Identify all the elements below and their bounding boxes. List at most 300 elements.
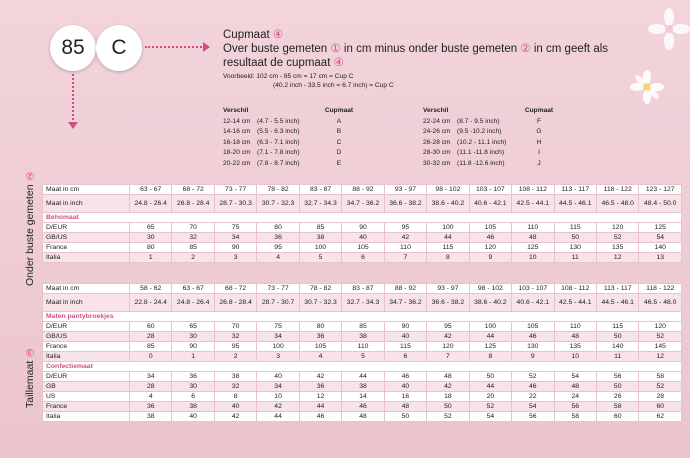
size-cell: 34 (214, 233, 256, 243)
size-cell: 108 - 112 (512, 185, 554, 195)
range-inch: (6.3 - 7.1 inch) (257, 138, 300, 146)
size-cell: 100 (469, 322, 511, 332)
panty-size-table (42, 283, 682, 422)
cup-letter: C (336, 138, 342, 146)
size-cell: 46 (384, 372, 426, 382)
size-badge (50, 25, 96, 71)
size-cell: 48 (384, 402, 426, 412)
size-cell: 38 (172, 402, 214, 412)
size-cell: 120 (596, 223, 638, 233)
section-header: Behomaat (43, 213, 682, 223)
size-cell: 26 (596, 392, 638, 402)
cup-value: C (111, 36, 127, 59)
column-header: Verschil (423, 107, 449, 114)
size-cell: 40.6 - 42.1 (469, 195, 511, 213)
size-cell: 40 (384, 382, 426, 392)
size-cell: 46 (512, 382, 554, 392)
size-cell: 135 (596, 243, 638, 253)
size-cell: 120 (427, 342, 469, 352)
size-cell: 44.5 - 46.1 (596, 294, 638, 312)
size-cell: 8 (469, 352, 511, 362)
spacer-cell (457, 106, 519, 117)
size-cell: 40 (172, 412, 214, 422)
size-cell: 10 (554, 352, 596, 362)
table-row (43, 294, 682, 312)
size-cell: 130 (512, 342, 554, 352)
arrow-right-icon (203, 42, 210, 52)
size-cell: 52 (639, 382, 682, 392)
size-cell: 85 (299, 223, 341, 233)
table-row (43, 342, 682, 352)
range-inch: (10.2 - 11.1 inch) (457, 138, 507, 146)
column-header: Cupmaat (524, 107, 554, 114)
size-cell: 28.7 - 30.3 (214, 195, 256, 213)
size-cell: 30 (172, 332, 214, 342)
table-row (43, 253, 682, 263)
size-cell: 28 (130, 382, 172, 392)
size-cell: 73 - 77 (257, 284, 299, 294)
size-cell: 32.7 - 34.3 (342, 294, 384, 312)
size-cell: 100 (299, 243, 341, 253)
table-row (423, 127, 559, 138)
size-cell: 36 (172, 372, 214, 382)
size-cell: 54 (512, 402, 554, 412)
size-cell: 56 (554, 402, 596, 412)
size-cell: 52 (639, 332, 682, 342)
size-cell: 105 (299, 342, 341, 352)
size-cell: 125 (639, 223, 682, 233)
cup-letter: E (336, 159, 342, 167)
cup-letter: F (536, 117, 542, 125)
range-cm: 24-26 cm (423, 128, 451, 136)
range-cm: 30-32 cm (423, 159, 451, 167)
size-cell: 4 (257, 253, 299, 263)
size-cell: 115 (596, 322, 638, 332)
size-cell: 54 (469, 412, 511, 422)
size-cell: 103 - 107 (512, 284, 554, 294)
range-inch: (5.5 - 6.3 inch) (257, 128, 300, 136)
cup-explanation (223, 28, 643, 90)
size-cell: 110 (384, 243, 426, 253)
size-cell: 75 (214, 223, 256, 233)
size-cell: 48.4 - 50.0 (639, 195, 682, 213)
size-cell: 32 (214, 382, 256, 392)
size-cell: 115 (427, 243, 469, 253)
size-cell: 83 - 87 (299, 185, 341, 195)
row-label: US (43, 392, 130, 402)
table-row (423, 159, 559, 170)
size-cell: 42 (384, 233, 426, 243)
range-cm: 18-20 cm (223, 149, 251, 157)
size-cell: 93 - 97 (384, 185, 426, 195)
size-cell: 38.6 - 40.2 (469, 294, 511, 312)
size-cell: 42.5 - 44.1 (512, 195, 554, 213)
size-cell: 4 (130, 392, 172, 402)
size-cell: 26.8 - 28.4 (172, 195, 214, 213)
size-cell: 32.7 - 34.3 (299, 195, 341, 213)
size-cell: 85 (342, 322, 384, 332)
size-cell: 56 (596, 372, 638, 382)
size-cell: 44 (299, 402, 341, 412)
size-cell: 58 (639, 372, 682, 382)
arrow-down-icon (68, 122, 78, 129)
size-cell: 42 (427, 382, 469, 392)
range-inch: (7.1 - 7.8 inch) (257, 149, 300, 157)
size-cell: 3 (257, 352, 299, 362)
cup-letter: H (536, 138, 542, 146)
size-cell: 113 - 117 (596, 284, 638, 294)
dotted-line (72, 74, 74, 124)
size-cell: 93 - 97 (427, 284, 469, 294)
table-row (223, 127, 359, 138)
size-cell: 40 (342, 233, 384, 243)
size-cell: 0 (130, 352, 172, 362)
size-cell: 100 (257, 342, 299, 352)
number-marker: ④ (333, 57, 344, 69)
size-cell: 88 - 92 (384, 284, 426, 294)
size-cell: 50 (469, 372, 511, 382)
size-cell: 48 (554, 332, 596, 342)
cup-title: Cupmaat ④ (223, 29, 284, 41)
size-cell: 58 (596, 402, 638, 412)
range-cm: 28-30 cm (423, 149, 451, 157)
size-cell: 34 (130, 372, 172, 382)
size-cell: 50 (596, 382, 638, 392)
size-cell: 85 (172, 243, 214, 253)
range-cm: 26-28 cm (423, 138, 451, 146)
table-row (43, 382, 682, 392)
size-cell: 36 (299, 332, 341, 342)
table-row (43, 233, 682, 243)
size-cell: 12 (639, 352, 682, 362)
size-cell: 34 (257, 382, 299, 392)
size-cell: 85 (130, 342, 172, 352)
size-cell: 98 - 102 (427, 185, 469, 195)
size-cell: 7 (427, 352, 469, 362)
size-cell: 63 - 67 (130, 185, 172, 195)
table-row (43, 284, 682, 294)
table-row (43, 412, 682, 422)
range-inch: (8.7 - 9.5 inch) (457, 117, 500, 125)
size-cell: 130 (554, 243, 596, 253)
size-cell: 118 - 122 (639, 284, 682, 294)
cup-badge (96, 25, 142, 71)
size-cell: 125 (469, 342, 511, 352)
size-cell: 65 (130, 223, 172, 233)
row-label: GB (43, 382, 130, 392)
size-cell: 2 (172, 253, 214, 263)
size-cell: 4 (299, 352, 341, 362)
size-cell: 18 (427, 392, 469, 402)
size-cell: 40 (214, 402, 256, 412)
flower-icon (648, 8, 690, 50)
size-cell: 73 - 77 (214, 185, 256, 195)
table-row (43, 322, 682, 332)
size-cell: 90 (172, 342, 214, 352)
size-cell: 13 (639, 253, 682, 263)
table-row (43, 223, 682, 233)
size-cell: 95 (257, 243, 299, 253)
size-cell: 32 (172, 233, 214, 243)
size-cell: 80 (299, 322, 341, 332)
size-cell: 1 (130, 253, 172, 263)
range-cm: 20-22 cm (223, 159, 251, 167)
size-cell: 95 (214, 342, 256, 352)
size-cell: 42.5 - 44.1 (554, 294, 596, 312)
size-cell: 46.5 - 48.0 (639, 294, 682, 312)
table-row (43, 185, 682, 195)
row-label: Maat in inch (43, 195, 130, 213)
size-cell: 12 (596, 253, 638, 263)
size-cell: 5 (299, 253, 341, 263)
size-cell: 14 (342, 392, 384, 402)
table-row (423, 138, 559, 149)
size-cell: 103 - 107 (469, 185, 511, 195)
range-inch: (11.1 -11.8 inch) (457, 149, 505, 157)
size-cell: 98 - 102 (469, 284, 511, 294)
size-cell: 2 (214, 352, 256, 362)
size-cell: 46 (469, 233, 511, 243)
size-cell: 118 - 122 (596, 185, 638, 195)
cup-letter: J (537, 159, 541, 167)
table-row (43, 392, 682, 402)
size-cell: 48 (512, 233, 554, 243)
range-cm: 14-16 cm (223, 128, 251, 136)
row-label: Italia (43, 412, 130, 422)
size-cell: 123 - 127 (639, 185, 682, 195)
section-header: Maten pantybroekjes (43, 312, 682, 322)
size-cell: 10 (257, 392, 299, 402)
size-cell: 30.7 - 32.3 (257, 195, 299, 213)
size-cell: 44 (257, 412, 299, 422)
size-cell: 75 (257, 322, 299, 332)
size-cell: 48 (554, 382, 596, 392)
row-label: D/EUR (43, 372, 130, 382)
range-inch: (9.5 -10.2 inch) (457, 128, 502, 136)
size-cell: 30 (130, 233, 172, 243)
table-row (43, 332, 682, 342)
size-cell: 30.7 - 32.3 (299, 294, 341, 312)
size-cell: 50 (596, 332, 638, 342)
size-cell: 54 (639, 233, 682, 243)
size-cell: 6 (384, 352, 426, 362)
table-row (43, 213, 682, 223)
size-cell: 125 (512, 243, 554, 253)
size-cell: 7 (384, 253, 426, 263)
size-cell: 46.5 - 48.0 (596, 195, 638, 213)
size-cell: 36 (130, 402, 172, 412)
size-cell: 110 (554, 322, 596, 332)
size-cell: 8 (214, 392, 256, 402)
table-row (423, 117, 559, 128)
range-inch: (4.7 - 5.5 inch) (257, 117, 300, 125)
size-cell: 65 (172, 322, 214, 332)
size-cell: 78 - 82 (257, 185, 299, 195)
size-cell: 52 (596, 233, 638, 243)
table-row (223, 159, 359, 170)
size-cell: 46 (512, 332, 554, 342)
table-row (223, 138, 359, 149)
size-cell: 78 - 82 (299, 284, 341, 294)
size-cell: 88 - 92 (342, 185, 384, 195)
row-label: Maat in cm (43, 284, 130, 294)
number-marker: ① (330, 43, 341, 55)
size-cell: 42 (214, 412, 256, 422)
size-cell: 62 (639, 412, 682, 422)
size-cell: 95 (384, 223, 426, 233)
size-cell: 56 (512, 412, 554, 422)
size-cell: 1 (172, 352, 214, 362)
size-cell: 110 (342, 342, 384, 352)
row-label: France (43, 402, 130, 412)
size-cell: 68 - 72 (214, 284, 256, 294)
cup-letter: B (336, 128, 342, 136)
size-cell: 42 (427, 332, 469, 342)
size-cell: 50 (554, 233, 596, 243)
size-cell: 90 (214, 243, 256, 253)
spacer-cell (257, 106, 319, 117)
size-cell: 11 (596, 352, 638, 362)
size-cell: 44.5 - 46.1 (554, 195, 596, 213)
cup-letter: G (536, 128, 542, 136)
size-cell: 40.6 - 42.1 (512, 294, 554, 312)
table-row (43, 312, 682, 322)
table-row (43, 195, 682, 213)
number-marker: ④ (272, 29, 284, 41)
row-label: Italia (43, 352, 130, 362)
size-cell: 60 (596, 412, 638, 422)
size-cell: 95 (427, 322, 469, 332)
size-cell: 34.7 - 36.2 (342, 195, 384, 213)
table-row (223, 148, 359, 159)
row-label: Maat in cm (43, 185, 130, 195)
cup-letter: A (336, 117, 342, 125)
size-cell: 145 (639, 342, 682, 352)
size-cell: 80 (130, 243, 172, 253)
size-cell: 108 - 112 (554, 284, 596, 294)
cup-table-right (423, 106, 559, 170)
range-cm: 16-18 cm (223, 138, 251, 146)
size-cell: 9 (469, 253, 511, 263)
range-inch: (11.8 -12.6 inch) (457, 159, 505, 167)
size-cell: 32 (214, 332, 256, 342)
table-row (43, 243, 682, 253)
size-cell: 30 (172, 382, 214, 392)
size-cell: 52 (512, 372, 554, 382)
size-cell: 10 (512, 253, 554, 263)
size-cell: 5 (342, 352, 384, 362)
cup-letter: D (336, 149, 342, 157)
side-label-waist: Taillemaat ③ (24, 345, 36, 408)
size-cell: 48 (427, 372, 469, 382)
size-cell: 140 (639, 243, 682, 253)
size-cell: 110 (512, 223, 554, 233)
size-cell: 44 (427, 233, 469, 243)
cup-table-left (223, 106, 359, 170)
size-cell: 12 (299, 392, 341, 402)
size-cell: 28 (639, 392, 682, 402)
table-row (43, 352, 682, 362)
size-cell: 120 (639, 322, 682, 332)
size-cell: 22 (512, 392, 554, 402)
table-row (423, 148, 559, 159)
range-cm: 22-24 cm (423, 117, 451, 125)
table-row (43, 362, 682, 372)
size-cell: 58 (554, 412, 596, 422)
size-cell: 24.8 - 26.4 (130, 195, 172, 213)
size-cell: 42 (299, 372, 341, 382)
range-cm: 12-14 cm (223, 117, 251, 125)
size-cell: 36 (299, 382, 341, 392)
size-cell: 28 (130, 332, 172, 342)
size-cell: 24 (554, 392, 596, 402)
bra-size-table (42, 184, 682, 263)
size-cell: 8 (427, 253, 469, 263)
example-line: Voorbeeld: 102 cm - 85 cm = 17 cm = Cup C (223, 73, 354, 80)
example-line: (40.2 inch - 33.5 inch = 6.7 inch) = Cup C (273, 82, 394, 89)
size-cell: 100 (427, 223, 469, 233)
size-cell: 135 (554, 342, 596, 352)
size-cell: 34 (257, 332, 299, 342)
size-cell: 42 (257, 402, 299, 412)
size-cell: 48 (342, 412, 384, 422)
section-header: Confectiemaat (43, 362, 682, 372)
size-cell: 44 (342, 372, 384, 382)
size-cell: 6 (342, 253, 384, 263)
row-label: D/EUR (43, 223, 130, 233)
size-cell: 60 (130, 322, 172, 332)
size-cell: 40 (384, 332, 426, 342)
row-label: GB/US (43, 233, 130, 243)
size-cell: 105 (512, 322, 554, 332)
column-header: Cupmaat (324, 107, 354, 114)
size-cell: 40 (257, 372, 299, 382)
size-cell: 115 (554, 223, 596, 233)
cup-letter: I (538, 149, 540, 157)
number-marker: ② (520, 43, 531, 55)
row-label: France (43, 342, 130, 352)
size-cell: 36.6 - 38.2 (427, 294, 469, 312)
size-cell: 3 (214, 253, 256, 263)
size-cell: 46 (299, 412, 341, 422)
size-cell: 113 - 117 (554, 185, 596, 195)
size-cell: 20 (469, 392, 511, 402)
size-value: 85 (61, 36, 85, 59)
row-label: Italia (43, 253, 130, 263)
dotted-line (145, 46, 205, 48)
size-cell: 105 (469, 223, 511, 233)
size-cell: 52 (469, 402, 511, 412)
size-cell: 80 (257, 223, 299, 233)
size-cell: 90 (384, 322, 426, 332)
size-cell: 34.7 - 36.2 (384, 294, 426, 312)
table-row (43, 402, 682, 412)
size-cell: 11 (554, 253, 596, 263)
size-cell: 44 (469, 332, 511, 342)
side-label-underbust: Onder buste gemeten ② (24, 169, 36, 286)
size-cell: 24.8 - 26.4 (172, 294, 214, 312)
size-cell: 50 (384, 412, 426, 422)
explanation-line: Over buste gemeten ① in cm minus onder buste gemeten ② in cm geeft als (223, 43, 609, 55)
row-label: D/EUR (43, 322, 130, 332)
size-cell: 140 (596, 342, 638, 352)
size-cell: 52 (427, 412, 469, 422)
size-cell: 60 (639, 402, 682, 412)
size-cell: 54 (554, 372, 596, 382)
range-inch: (7.8 - 8.7 inch) (257, 159, 300, 167)
explanation-line: resultaat de cupmaat ④ (223, 57, 344, 69)
size-cell: 9 (512, 352, 554, 362)
